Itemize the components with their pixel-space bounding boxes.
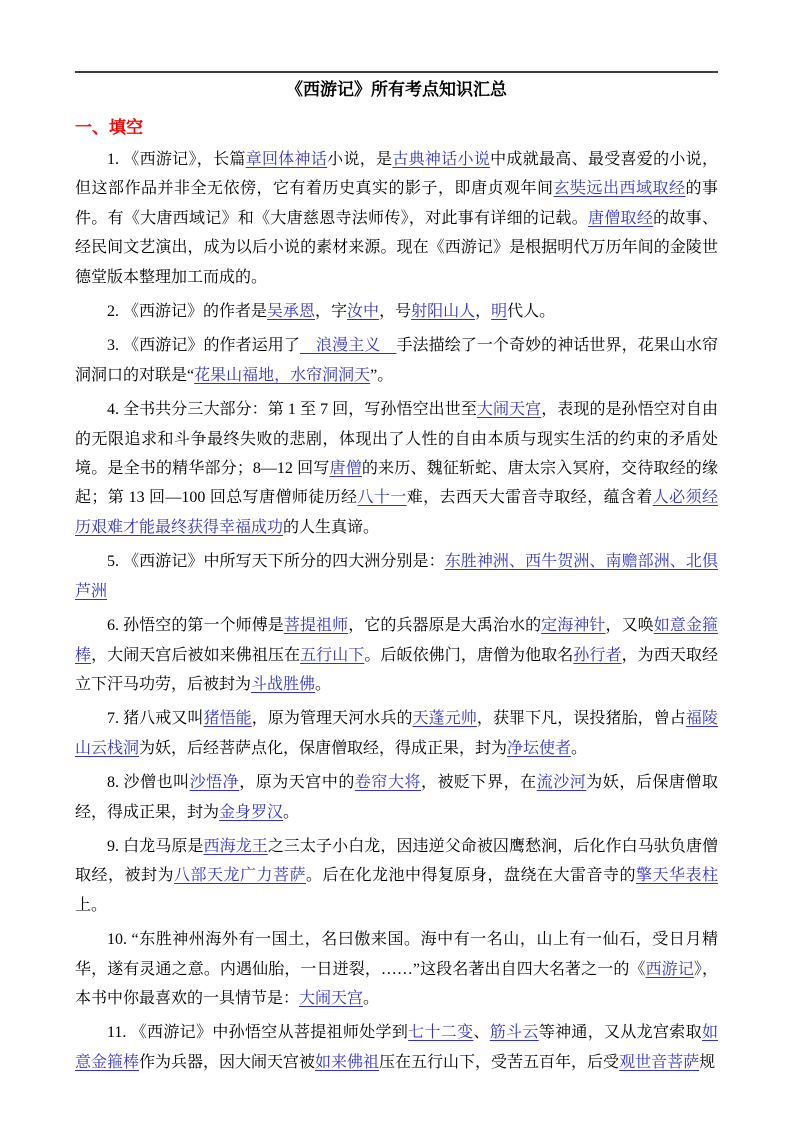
plain-text: 、 — [473, 1024, 490, 1042]
answer-text: 斗战胜佛 — [251, 675, 316, 693]
plain-text: ，字 — [315, 303, 348, 321]
plain-text: 为妖，后保唐僧取经，得成正果，封为 — [75, 774, 718, 821]
plain-text: 。后皈依佛门，唐僧为他取名 — [364, 646, 574, 664]
paragraph-item-9 — [75, 832, 718, 920]
answer-text: 八部天龙广力菩萨 — [174, 867, 306, 885]
paragraph-item-4 — [75, 395, 718, 542]
answer-text: 如意金箍棒 — [75, 617, 718, 664]
answer-text: 东胜神洲、西牛贺洲、南赡部洲、北俱芦洲 — [75, 553, 718, 600]
answer-text: 擎天华表柱 — [635, 867, 718, 885]
answer-text: 汝中 — [347, 303, 380, 321]
plain-text: 8. 沙僧也叫 — [107, 774, 190, 792]
answer-text: 七十二变 — [408, 1024, 474, 1042]
answer-text: 明 — [491, 303, 508, 321]
answer-text: 筋斗云 — [489, 1024, 539, 1042]
plain-text: ，它的兵器原是大禹治水的 — [348, 617, 542, 635]
plain-text: 的事件。有《大唐西域记》和《大唐慈恩寺法师传》，对此事有详细的记载。 — [75, 180, 718, 227]
plain-text: 的人生真谛。 — [283, 518, 380, 536]
plain-text: 。后在化龙池中得复原身，盘绕在大雷音寺的 — [306, 867, 636, 885]
plain-text: 代人。 — [507, 303, 556, 321]
answer-text: 天蓬元帅 — [412, 710, 477, 728]
plain-text: ，大闹天宫后被如来佛祖压在 — [91, 646, 301, 664]
paragraph-item-7 — [75, 704, 718, 763]
answer-text: 净坛使者 — [507, 739, 572, 757]
plain-text: 压在五行山下，受苦五百年，后受 — [379, 1053, 620, 1071]
answer-text: 观世音菩萨 — [619, 1053, 700, 1071]
answer-text: 大闹天宫 — [299, 989, 364, 1007]
plain-text: 2. 《西游记》的作者是 — [107, 303, 268, 321]
plain-text: ，号 — [379, 303, 412, 321]
plain-text: 1. 《西游记》，长篇 — [107, 151, 246, 168]
plain-text: 7. 猪八戒又叫 — [107, 710, 204, 728]
paragraph-item-1 — [75, 145, 718, 292]
plain-text: 10. “东胜神州海外有一国土，名曰傲来国。海中有一名山，山上有一仙石，受日月精华，遂有灵通之意。内遇仙胎，一日迸裂，……”这段名著出自四大名著之一的《 — [75, 931, 718, 978]
plain-text: 。 — [363, 989, 380, 1007]
answer-text: 唐僧 — [329, 460, 362, 478]
answer-text: 射阳山人 — [411, 303, 476, 321]
paragraph-item-2 — [75, 297, 718, 326]
answer-text: 古典神话小说 — [392, 151, 491, 168]
plain-text: 难，去西天大雷音寺取经，蕴含着 — [406, 489, 653, 507]
plain-text: 4. 全书共分三大部分：第 1 至 7 回，写孙悟空出世至 — [107, 401, 477, 419]
plain-text: 5. 《西游记》中所写天下所分的四大洲分别是： — [107, 553, 445, 571]
plain-text: ，获罪下凡，误投猪胎，曾占 — [476, 710, 686, 728]
answer-text: 西游记 — [645, 960, 694, 978]
plain-text: ，原为天宫中的 — [239, 774, 355, 792]
answer-text: 人必须经历艰难才能最终获得幸福成功 — [75, 489, 718, 536]
answer-text: 章回体神话 — [245, 151, 328, 168]
plain-text: 上。 — [75, 896, 108, 914]
answer-text: 大闹天宫 — [476, 401, 542, 419]
section-header-fill-in-blanks: 一、填空 — [75, 118, 143, 137]
answer-text: 八十一 — [357, 489, 407, 507]
plain-text: 为妖，后经菩萨点化，保唐僧取经，得成正果，封为 — [139, 739, 508, 757]
answer-text: 流沙河 — [536, 774, 587, 792]
answer-text: 西海龙王 — [203, 837, 268, 855]
plain-text: 的故事、经民间文艺演出，成为以后小说的素材来源。现在《西游记》是根据明代万历年间的金陵世德堂版本整理加工而成的。 — [75, 209, 718, 286]
plain-text: 小说，是 — [327, 151, 393, 168]
paragraph-item-3 — [75, 331, 718, 390]
plain-text: 9. 白龙马原是 — [107, 837, 204, 855]
plain-text: 中成就最高、最受喜爱的小说，但这部作品并非全无依傍，它有着历史真实的影子，即唐贞观年间 — [75, 151, 718, 198]
answer-text: 唐僧取经 — [588, 209, 654, 227]
plain-text: 规 — [699, 1053, 716, 1071]
plain-text: 6. 孙悟空的第一个师傅是 — [107, 617, 284, 635]
plain-text: ，又唤 — [605, 617, 654, 635]
paragraph-list — [75, 145, 718, 1077]
answer-text: 玄奘远出西域取经 — [553, 180, 686, 198]
plain-text: ，表现的是孙悟空对自由的无限追求和斗争最终失败的悲剧，体现出了人性的自由本质与现实生活的约束的矛盾处境。是全书的精华部分；8—12 回写 — [75, 401, 718, 478]
plain-text: 》，本书中你最喜欢的一具情节是： — [75, 960, 718, 1007]
header-rule — [75, 71, 718, 73]
plain-text: ”。 — [370, 366, 394, 384]
plain-text: 。 — [315, 675, 332, 693]
answer-text: 如来佛祖 — [315, 1053, 380, 1071]
plain-text: ，被贬下界，在 — [421, 774, 537, 792]
paragraph-item-10 — [75, 925, 718, 1013]
paragraph-item-11 — [75, 1018, 718, 1077]
answer-text: 孙行者 — [573, 646, 622, 664]
plain-text: 之三太子小白龙，因违逆父命被囚鹰愁涧，后化作白马驮负唐僧取经，被封为 — [75, 837, 718, 885]
answer-text: 猪悟能 — [203, 710, 252, 728]
answer-text: 如意金箍棒 — [75, 1024, 718, 1071]
answer-text: 定海神针 — [541, 617, 606, 635]
plain-text: 3. 《西游记》的作者运用了 — [107, 337, 300, 355]
plain-text: ， — [475, 303, 492, 321]
doc-title: 《西游记》所有考点知识汇总 — [286, 80, 507, 99]
answer-text: 吴承恩 — [267, 303, 316, 321]
answer-text: 五行山下 — [300, 646, 365, 664]
answer-text: 菩提祖师 — [283, 617, 349, 635]
plain-text: 作为兵器，因大闹天宫被 — [139, 1053, 316, 1071]
answer-text: 浪漫主义 — [299, 337, 397, 355]
plain-text: 。 — [283, 803, 300, 821]
answer-text: 福陵山云栈洞 — [75, 710, 718, 757]
paragraph-item-5 — [75, 547, 718, 606]
paragraph-item-6 — [75, 611, 718, 699]
plain-text: ，原为管理天河水兵的 — [251, 710, 413, 728]
plain-text: 等神通，又从龙宫索取 — [538, 1024, 702, 1042]
plain-text: 11. 《西游记》中孙悟空从菩提祖师处学到 — [107, 1024, 409, 1042]
answer-text: 花果山福地，水帘洞洞天 — [194, 366, 371, 384]
paragraph-item-8 — [75, 768, 718, 827]
plain-text: 手法描绘了一个奇妙的神话世界，花果山水帘洞洞口的对联是“ — [75, 337, 718, 384]
answer-text: 卷帘大将 — [354, 774, 421, 792]
answer-text: 金身罗汉 — [219, 803, 284, 821]
plain-text: ，为西天取经立下汗马功劳，后被封为 — [75, 646, 718, 693]
plain-text: 的来历、魏征斩蛇、唐太宗入冥府，交待取经的缘起；第 13 回—100 回总写唐僧师徒历经 — [75, 460, 718, 507]
plain-text: 。 — [571, 739, 588, 757]
answer-text: 沙悟净 — [189, 774, 240, 792]
